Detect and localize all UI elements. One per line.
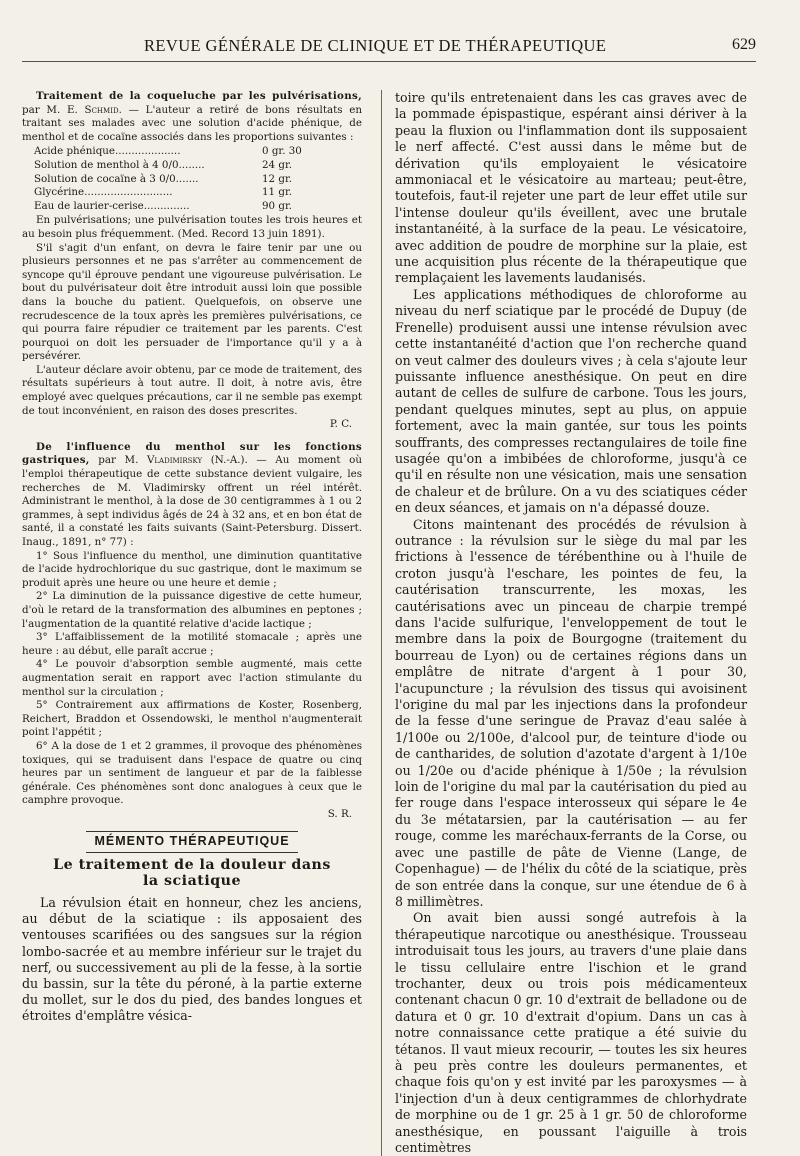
prescription-row: Acide phénique.................... 0 gr. 30 xyxy=(34,145,302,158)
prescription-row: Glycérine........................... 11 gr. xyxy=(34,186,293,199)
numbered-finding: 5° Contrairement aux affirmations de Koster, Rosenberg, Reichert, Braddon et Ossendowski, le menthol n'augmenterait point l'appétit ; xyxy=(22,699,362,739)
paragraph: Citons maintenant des procédés de révulsion à outrance : la révulsion sur le siège du mal par les frictions à l'essence de térébenthine ou à l'huile de croton jusqu'à l'eschare, les pointes de feu, la cautérisation transcurrente, les moxas, les cautérisations avec un pinceau de charpie trempé dans l'acide sulfurique, l'enveloppement de tout le membre dans la poix de Bourgogne (traitement du bourreau de Lyon) ou de certaines régions dans un emplâtre de nitrate d'argent à 1 pour 30, l'acupuncture ; la révulsion des tissus qui avoisinent l'origine du mal par les injections dans la profondeur de la fesse d'une seringue de Pravaz d'eau salée à 1/100e ou 2/100e, d'alcool pur, de teinture d'iode ou de cantharides, de solution d'azotate d'argent à 1/10e ou 1/20e ou d'acide phénique à 1/50e ; la révulsion loin de l'origine du mal par la cautérisation du pied au fer rouge dans l'espace interosseux qui sépare le 4e du 3e métatarsien, par la cautérisation — au fer rouge, comme les maréchaux-ferrants de la Corse, ou avec une pastille de pâte de Vienne (Lange, de Copenhague) — de l'hélix du côté de la sciatique, près de son entrée dans la conque, sur une étendue de 6 à 8 millimètres. xyxy=(395,516,747,909)
paragraph: Les applications méthodiques de chloroforme au niveau du nerf sciatique par le procédé de Dupuy (de Frenelle) produisent aussi une intense révulsion avec cette instantanéité d'action que l'on recherche quand on veut calmer des douleurs vives ; à cela s'ajoute leur puissante influence anesthésique. On peut en dire autant de celles de sulfure de carbone. Tous les jours, pendant quelques minutes, sept au plus, on appuie fortement, avec la main gantée, sur tous les points souffrants, des compresses rectangulaires de toile fine usagée qu'on a imbibées de chloroforme, jusqu'à ce qu'il en résulte non une vésication, mais une sensation de chaleur et de brûlure. On a vu des sciatiques céder en deux séances, et jamais on n'a dépassé douze. xyxy=(395,286,747,516)
paragraph: La révulsion était en honneur, chez les anciens, au début de la sciatique : ils apposaient des ventouses scarifiées ou des sangsues sur la région lombo-sacrée et au membre inférieur sur le trajet du nerf, ou successivement au pli de la fesse, à la sortie du bassin, sur la tête du péroné, à la partie externe du mollet, sur le dos du pied, des bandes longues et étroites d'emplâtre vésica- xyxy=(22,895,362,1024)
numbered-finding: 4° Le pouvoir d'absorption semble augmenté, mais cette augmentation serait en rapport avec l'action stimulante du menthol sur la circulation ; xyxy=(22,658,362,698)
section-heading: MÉMENTO THÉRAPEUTIQUE xyxy=(86,831,297,853)
paragraph: L'auteur déclare avoir obtenu, par ce mode de traitement, des résultats supérieurs à tout autre. Il doit, à notre avis, être employé avec quelques précautions, car il ne semble pas exempt de tout inconvénient, en raison des doses prescrites. xyxy=(22,363,362,417)
prescription-row: Solution de menthol à 4 0/0........ 24 gr. xyxy=(34,158,293,171)
column-divider xyxy=(381,90,382,1156)
article-coqueluche-intro: Traitement de la coqueluche par les pulvérisations, par M. E. Schmid. — L'auteur a retiré de bons résultats en traitant ses malades avec une solution d'acide phénique, de menthol et de cocaïne associés dans les proportions suivantes : xyxy=(22,90,363,143)
prescription-row: Solution de cocaïne à 3 0/0....... 12 gr. xyxy=(34,172,293,185)
numbered-finding: 3° L'affaiblissement de la motilité stomacale ; après une heure : au début, elle paraît accrue ; xyxy=(22,631,362,657)
article-menthol-intro: De l'influence du menthol sur les fonctions gastriques, par M. Vladimirsky (N.-A.). — Au moment où l'emploi thérapeutique de cette substance devient vulgaire, les recherches de M. Vladimirsky offrent un réel intérêt. Administrant le menthol, à la dose de 30 centigrammes à 1 ou 2 grammes, à sept individus âgés de 24 à 32 ans, et en bon état de santé, il a constaté les faits suivants (Saint-Petersburg. Dissert. Inaug., 1891, n° 77) : xyxy=(22,440,362,548)
signature: P. C. xyxy=(329,418,352,431)
prescription-list xyxy=(34,145,362,213)
signature: S. R. xyxy=(327,807,352,820)
two-column-body xyxy=(22,90,756,1156)
paragraph: On avait bien aussi songé autrefois à la thérapeutique narcotique ou anesthésique. Trousseau introduisait tous les jours, au travers d'une plaie dans le tissu cellulaire entre l'ischion et le grand trochanter, deux ou trois pois médicamenteux contenant chacun 0 gr. 10 d'extrait de belladone ou de datura et 0 gr. 10 d'extrait d'opium. Dans un cas à notre connaissance cette pratique a été suivie du tétanos. Il vaut mieux recourir, — toutes les six heures à peu près contre les douleurs permanentes, et chaque fois qu'on y est invité par les paroxysmes — à l'injection d'un à deux centigrammes de chlorhydrate de morphine ou de 1 gr. 25 à 1 gr. 50 de chloroforme anesthésique, en poussant l'aiguille à trois centimètres xyxy=(395,910,747,1155)
paragraph: toire qu'ils entretenaient dans les cas graves avec de la pommade épispastique, espérant ainsi dériver à la peau la fluxion ou l'inflammation dont ils supposaient le nerf affecté. C'est aussi dans le même but de dérivation qu'ils employaient le vésicatoire ammoniacal et le vésicatoire au marteau; peut-être, toutefois, faut-il rejeter une part de leur effet utile sur l'intense douleur qu'ils éveillent, avec une brutale instantanéité, à la surface de la peau. Le vésicatoire, avec addition de poudre de morphine sur la plaie, est une acquisition plus récente de la thérapeutique que remplaçaient les lavements laudanisés. xyxy=(395,90,747,286)
author-name: Schmid. xyxy=(84,103,122,116)
header-rule xyxy=(22,61,756,62)
author-name: Vladimirsky (N.-A.). xyxy=(146,454,248,467)
numbered-finding: 1° Sous l'influence du menthol, une diminution quantitative de l'acide hydrochlorique du suc gastrique, dont le maximum se produit après une heure ou une heure et demie ; xyxy=(22,549,362,589)
prescription-row: Eau de laurier-cerise.............. 90 gr. xyxy=(34,199,293,212)
article-menthol-title: De l'influence du menthol sur les fonctions gastriques, xyxy=(22,440,362,467)
numbered-finding: 6° A la dose de 1 et 2 grammes, il provoque des phénomènes toxiques, qui se traduisent dans l'espace de quatre ou cinq heures par un sentiment de langueur et par de la faiblesse générale. Ces phénomènes sont donc analogues à ceux que le camphre provoque. xyxy=(22,739,362,807)
left-column xyxy=(22,90,362,1156)
paragraph: En pulvérisations; une pulvérisation toutes les trois heures et au besoin plus fréquemment. (Med. Record 13 juin 1891). xyxy=(22,214,362,240)
journal-title: REVUE GÉNÉRALE DE CLINIQUE ET DE THÉRAPEUTIQUE xyxy=(144,36,607,55)
page-number: 629 xyxy=(732,36,756,53)
right-column xyxy=(395,90,747,1156)
paragraph: S'il s'agit d'un enfant, on devra le faire tenir par une ou plusieurs personnes et ne pas s'arrêter au commencement de syncope qu'il éprouve pendant une vigoureuse pulvérisation. Le bout du pulvérisateur doit être introduit aussi loin que possible dans la bouche du patient. Quelquefois, on observe une recrudescence de la toux après les premières pulvérisations, ce qui pourra faire répudier ce traitement par les parents. C'est pourquoi on doit les persuader de l'importance qu'il y a à persévérer. xyxy=(22,241,362,363)
article-coqueluche-title: Traitement de la coqueluche par les pulvérisations, xyxy=(36,90,362,102)
article-title: Le traitement de la douleur dans la sciatique xyxy=(53,857,331,890)
running-header xyxy=(22,34,756,64)
numbered-finding: 2° La diminution de la puissance digestive de cette humeur, d'où le retard de la transformation des albumines en peptones ; l'augmentation de la quantité relative d'acide lactique ; xyxy=(22,590,362,630)
